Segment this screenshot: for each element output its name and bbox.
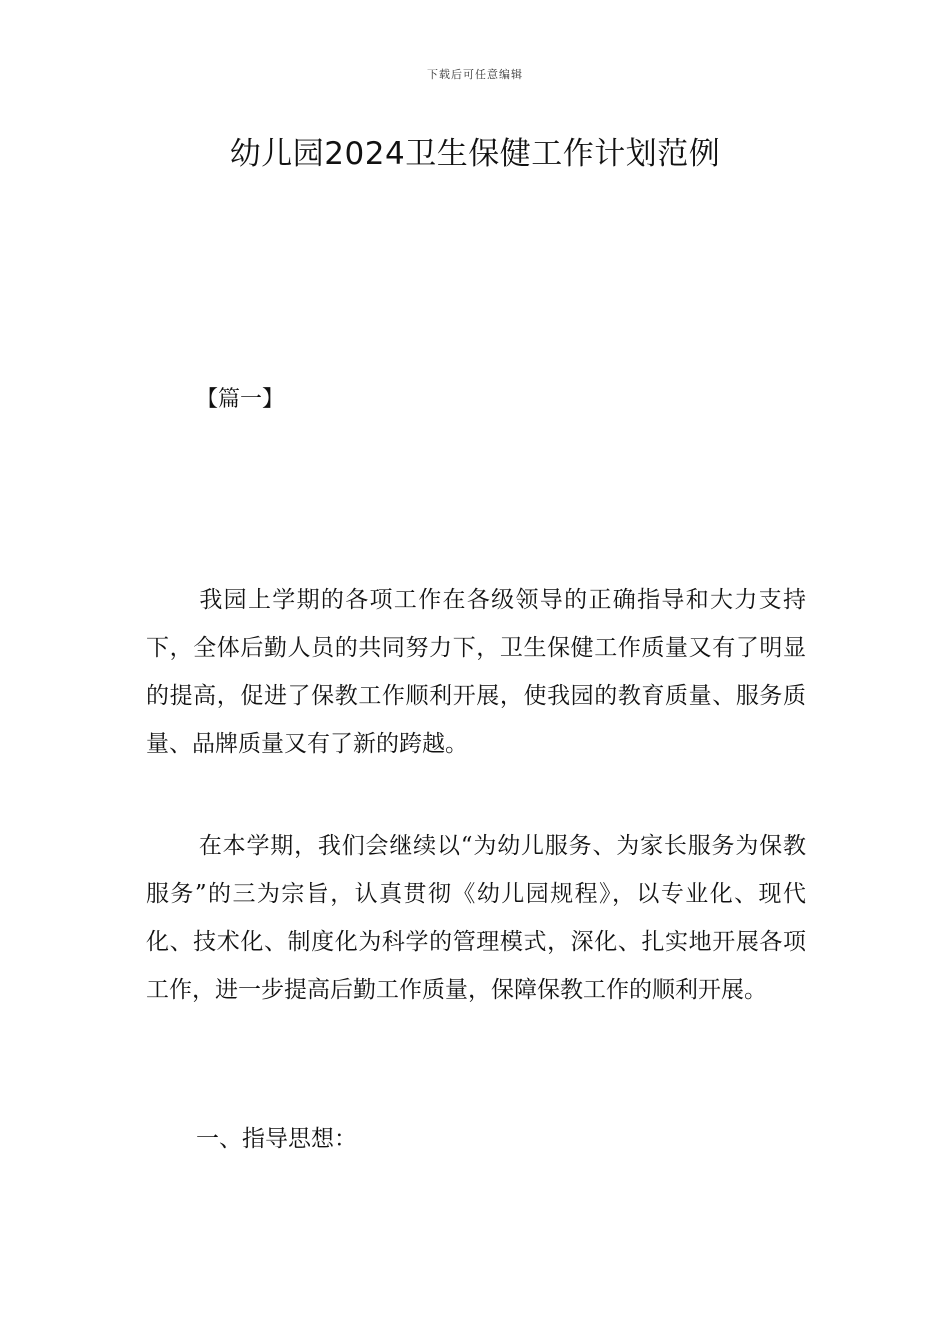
paragraph-1 xyxy=(146,576,806,768)
section-heading-guiding-thought: 一、指导思想： xyxy=(196,1126,357,1152)
header-note: 下载后可任意编辑 xyxy=(427,68,523,81)
paragraph-2 xyxy=(146,822,806,1014)
section-label: 【篇一】 xyxy=(196,387,285,412)
document-title: 幼儿园2024卫生保健工作计划范例 xyxy=(229,136,721,172)
paragraph-2-text: 在本学期，我们会继续以“为幼儿服务、为家长服务为保教服务”的三为宗旨，认真贯彻《幼儿园规程》，以专业化、现代化、技术化、制度化为科学的管理模式，深化、扎实地开展各项工作，进一步提高后勤工作质量，保障保教工作的顺利开展。 xyxy=(146,833,806,1003)
paragraph-1-text: 我园上学期的各项工作在各级领导的正确指导和大力支持下，全体后勤人员的共同努力下，卫生保健工作质量又有了明显的提高，促进了保教工作顺利开展，使我园的教育质量、服务质量、品牌质量又有了新的跨越。 xyxy=(146,587,806,757)
